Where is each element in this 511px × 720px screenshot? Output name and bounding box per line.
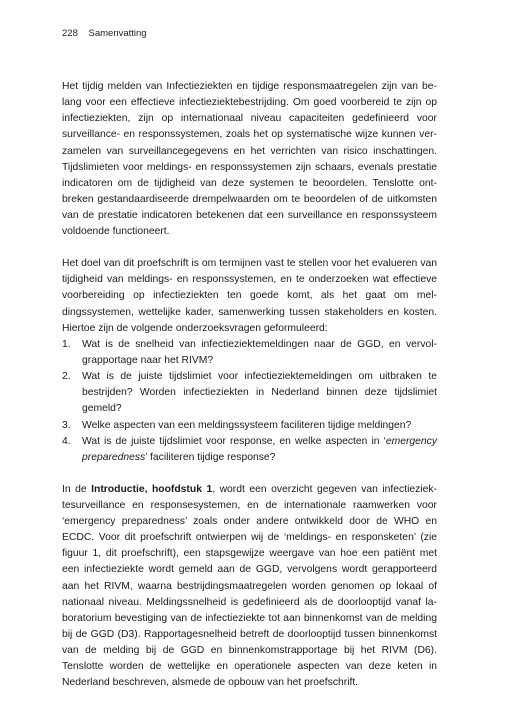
running-header bbox=[62, 28, 147, 39]
list-item-text: Wat is de juiste tijdslimiet voor infectieziektemeldingen om uitbraken te bestrijden? Worden infectieziekten in Nederland binnen deze tijdslimiet gemeld? bbox=[82, 371, 437, 415]
paragraph-lead: In de bbox=[62, 483, 92, 495]
list-item-number: 1. bbox=[62, 338, 71, 350]
paragraph-intro: Het tijdig melden van Infectieziekten en tijdige responsmaatregelen zijn van belang voor een effectieve infectieziektebestrijding. Om goed voorbereid te zijn op infectieziekten, zijn op internationaal niveau capaciteiten gedefinieerd voor surveillance- en responssystemen, zoals het op systematische wijze kunnen verzamelen van surveillancegegevens en het verrichten van risico inschattingen. Tijdslimieten voor meldings- en responssystemen zijn schaars, evenals prestatie indicatoren om de tijdigheid van deze systemen te beoordelen. Tenslotte ontbreken gestandaardiseerde drempelwaarden om te beoordelen of de uitkomsten van de prestatie indicatoren betekenen dat een surveillance en responssysteem voldoende functioneert. bbox=[62, 81, 437, 238]
paragraph-rest: , wordt een overzicht gegeven van infectieziektesurveillance en responsesystemen, en de internationale raamwerken voor ‘emergency preparedness’ zoals onder andere ontwikkeld door de WHO en ECDC. Voor dit proefschrift ontwierpen wij de ‘meldings- en responsketen’ (zie figuur 1, dit proefschrift), een stapsgewijze weergave van hoe een patiënt met een infectieziekte wordt gemeld aan de GGD, vervolgens wordt gerapporteerd aan het RIVM, waarna bestrijdingsmaatregelen worden genomen op lokaal of nationaal niveau. Meldingssnelheid is gedefinieerd als de doorlooptijd vanaf laboratorium bevestiging van de infectieziekte tot aan binnenkomst van de melding bij de GGD (D3). Rapportagesnelheid betreft de doorlooptijd tussen binnenkomst van de melding bij de GGD en binnenkomstrapportage bij het RIVM (D6). Tenslotte worden de wettelijke en operationele aspecten van deze keten in Nederland beschreven, alsmede de opbouw van het proefschrift. bbox=[62, 483, 437, 689]
list-item-text: Wat is de snelheid van infectieziektemeldingen naar de GGD, en vervolgrapportage naar het RIVM? bbox=[82, 338, 437, 366]
list-item-text-start: Wat is de juiste tijdslimiet voor response, en welke aspecten in ‘ bbox=[82, 435, 386, 447]
list-item-number: 4. bbox=[62, 435, 71, 447]
list-item-number: 3. bbox=[62, 419, 71, 431]
chapter-reference: Introductie, hoofdstuk 1 bbox=[91, 483, 213, 495]
list-item-text: Welke aspecten van een meldingssysteem faciliteren tijdige meldingen? bbox=[82, 419, 412, 431]
list-item bbox=[62, 418, 437, 434]
list-item-text-italic: emergency preparedness bbox=[82, 435, 437, 463]
list-item bbox=[62, 434, 437, 466]
list-item bbox=[62, 369, 437, 417]
paragraph-introduction-chapter bbox=[62, 482, 437, 692]
body-text bbox=[62, 79, 437, 692]
section-title: Samenvatting bbox=[88, 28, 147, 39]
list-item-text-end: ’ faciliteren tijdige response? bbox=[145, 451, 276, 463]
page-number: 228 bbox=[62, 28, 78, 39]
list-item bbox=[62, 337, 437, 369]
list-item-number: 2. bbox=[62, 371, 71, 383]
research-questions-list bbox=[62, 337, 437, 466]
paragraph-aim: Het doel van dit proefschrift is om termijnen vast te stellen voor het evalueren van tijdigheid van meldings- en responssystemen, en te onderzoeken wat effectieve voorbereiding op infectieziekten ten goede komt, als het gaat om meldingssystemen, wettelijke kader, samenwerking tussen stakeholders en kosten. Hiertoe zijn de volgende onderzoeksvragen geformuleerd: bbox=[62, 258, 437, 334]
